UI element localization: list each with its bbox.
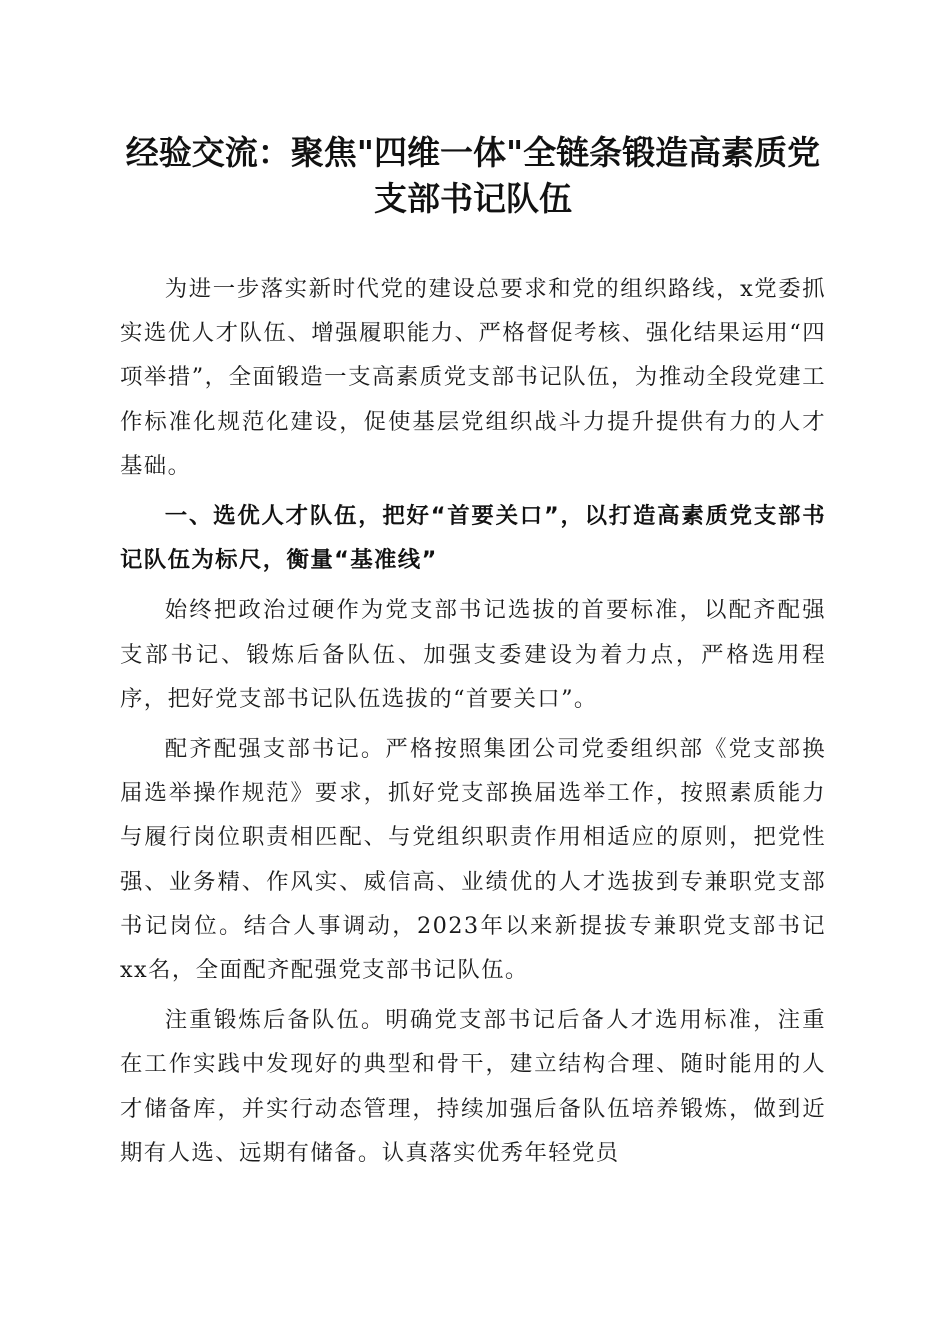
section-heading: 一、选优人才队伍，把好“首要关口”，以打造高素质党支部书记队伍为标尺，衡量“基准线” [120,503,826,574]
body-paragraph: 始终把政治过硬作为党支部书记选拔的首要标准，以配齐配强支部书记、锻炼后备队伍、加强支委建设为着力点，严格选用程序，把好党支部书记队伍选拔的“首要关口”。 [120,597,826,712]
document-title: 经验交流：聚焦"四维一体"全链条锻造高素质党支部书记队伍 [125,133,821,218]
body-paragraph: 配齐配强支部书记。严格按照集团公司党委组织部《党支部换届选举操作规范》要求，抓好党支部换届选举工作，按照素质能力与履行岗位职责相匹配、与党组织职责作用相适应的原则，把党性强、业务精、作风实、威信高、业绩优的人才选拔到专兼职党支部书记岗位。结合人事调动，2023年以来新提拔专兼职党支部书记xx名，全面配齐配强党支部书记队伍。 [120,736,826,984]
body-paragraph: 为进一步落实新时代党的建设总要求和党的组织路线，x党委抓实选优人才队伍、增强履职能力、严格督促考核、强化结果运用“四项举措”，全面锻造一支高素质党支部书记队伍，为推动全段党建工作标准化规范化建设，促使基层党组织战斗力提升提供有力的人才基础。 [120,276,826,479]
document-body [120,267,826,1175]
body-paragraph: 注重锻炼后备队伍。明确党支部书记后备人才选用标准，注重在工作实践中发现好的典型和骨干，建立结构合理、随时能用的人才储备库，并实行动态管理，持续加强后备队伍培养锻炼，做到近期有人选、远期有储备。认真落实优秀年轻党员 [120,1007,826,1166]
document-page [120,130,826,1181]
